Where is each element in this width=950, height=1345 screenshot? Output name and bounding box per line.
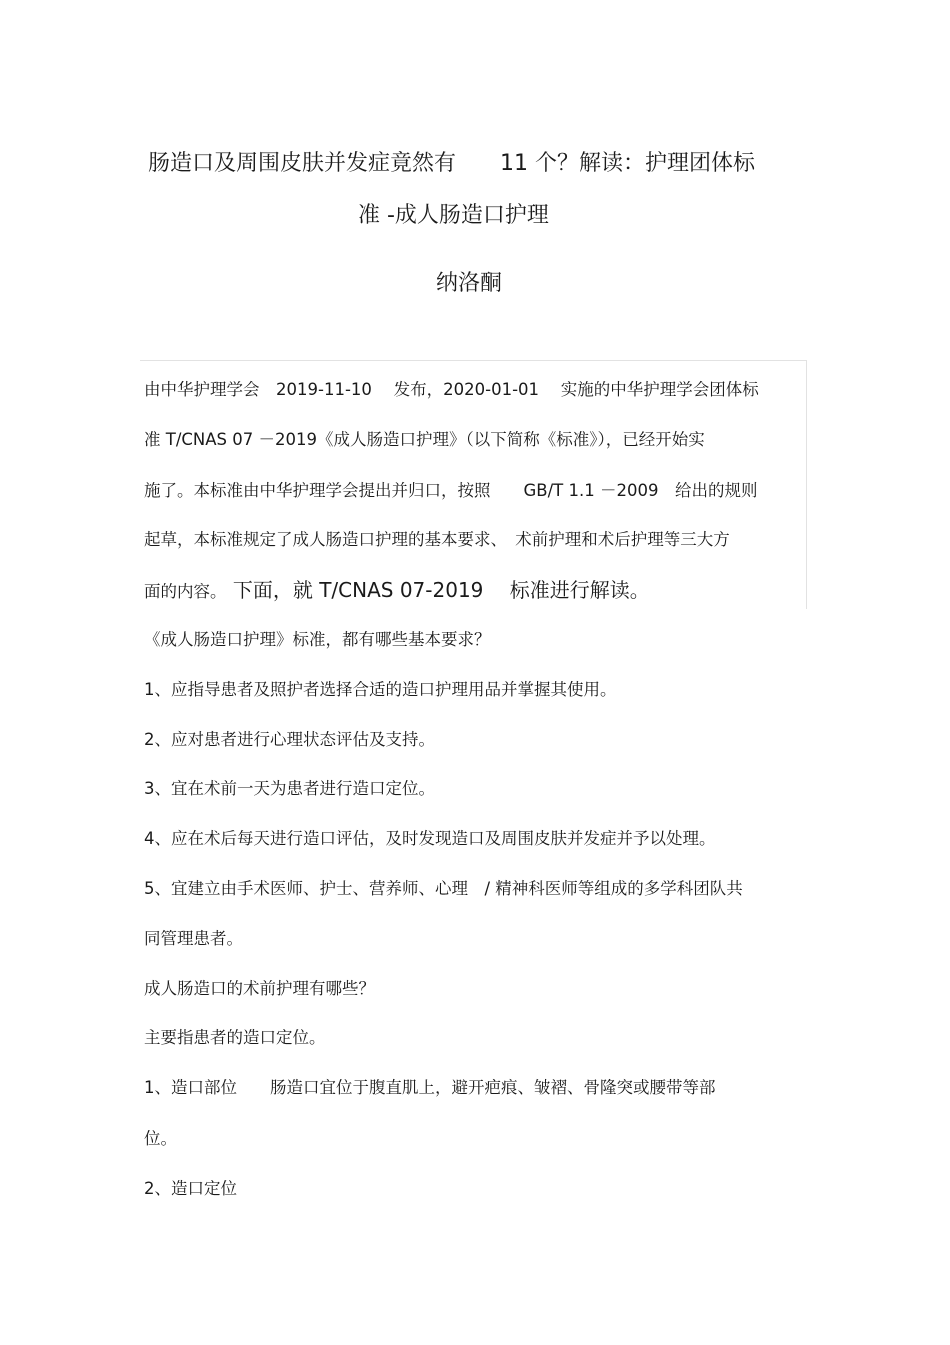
list-item: 3、宜在术前一天为患者进行造口定位。	[144, 779, 435, 798]
title-line-2: 准 -成人肠造口护理	[358, 203, 549, 228]
list-item: 2、造口定位	[144, 1179, 237, 1198]
title-line-1: 肠造口及周围皮肤并发症竟然有 11 个？解读：护理团体标	[148, 151, 755, 176]
intro-line: 施了。本标准由中华护理学会提出并归口，按照 GB/T 1.1 －2009 给出的规则	[144, 481, 758, 500]
author-name: 纳洛酮	[436, 271, 503, 296]
list-item-continuation: 同管理患者。	[144, 929, 243, 948]
intro-line: 准 T/CNAS 07 －2019《成人肠造口护理》（以下简称《标准》），已经开始实	[144, 430, 705, 449]
intro-last-part-b: 下面，就 T/CNAS 07-2019 标准进行解读。	[226, 578, 650, 602]
intro-line: 起草，本标准规定了成人肠造口护理的基本要求、 术前护理和术后护理等三大方	[144, 530, 730, 549]
intro-line-last	[144, 574, 650, 603]
list-item: 4、应在术后每天进行造口评估，及时发现造口及周围皮肤并发症并予以处理。	[144, 829, 716, 848]
intro-last-part-a: 面的内容。	[144, 582, 227, 601]
list-item: 1、造口部位 肠造口宜位于腹直肌上，避开疤痕、皱褶、骨隆突或腰带等部	[144, 1078, 716, 1097]
list-item: 2、应对患者进行心理状态评估及支持。	[144, 730, 435, 749]
section-heading-preop: 成人肠造口的术前护理有哪些？	[144, 979, 375, 998]
list-item-continuation: 位。	[144, 1129, 177, 1148]
list-item: 5、宜建立由手术医师、护士、营养师、心理 / 精神科医师等组成的多学科团队共	[144, 879, 743, 898]
section-heading-basic-requirements: 《成人肠造口护理》标准，都有哪些基本要求？	[144, 630, 491, 649]
intro-line: 由中华护理学会 2019-11-10 发布，2020-01-01 实施的中华护理学会团体标	[144, 380, 759, 399]
list-item: 1、应指导患者及照护者选择合适的造口护理用品并掌握其使用。	[144, 680, 617, 699]
section-intro: 主要指患者的造口定位。	[144, 1028, 326, 1047]
